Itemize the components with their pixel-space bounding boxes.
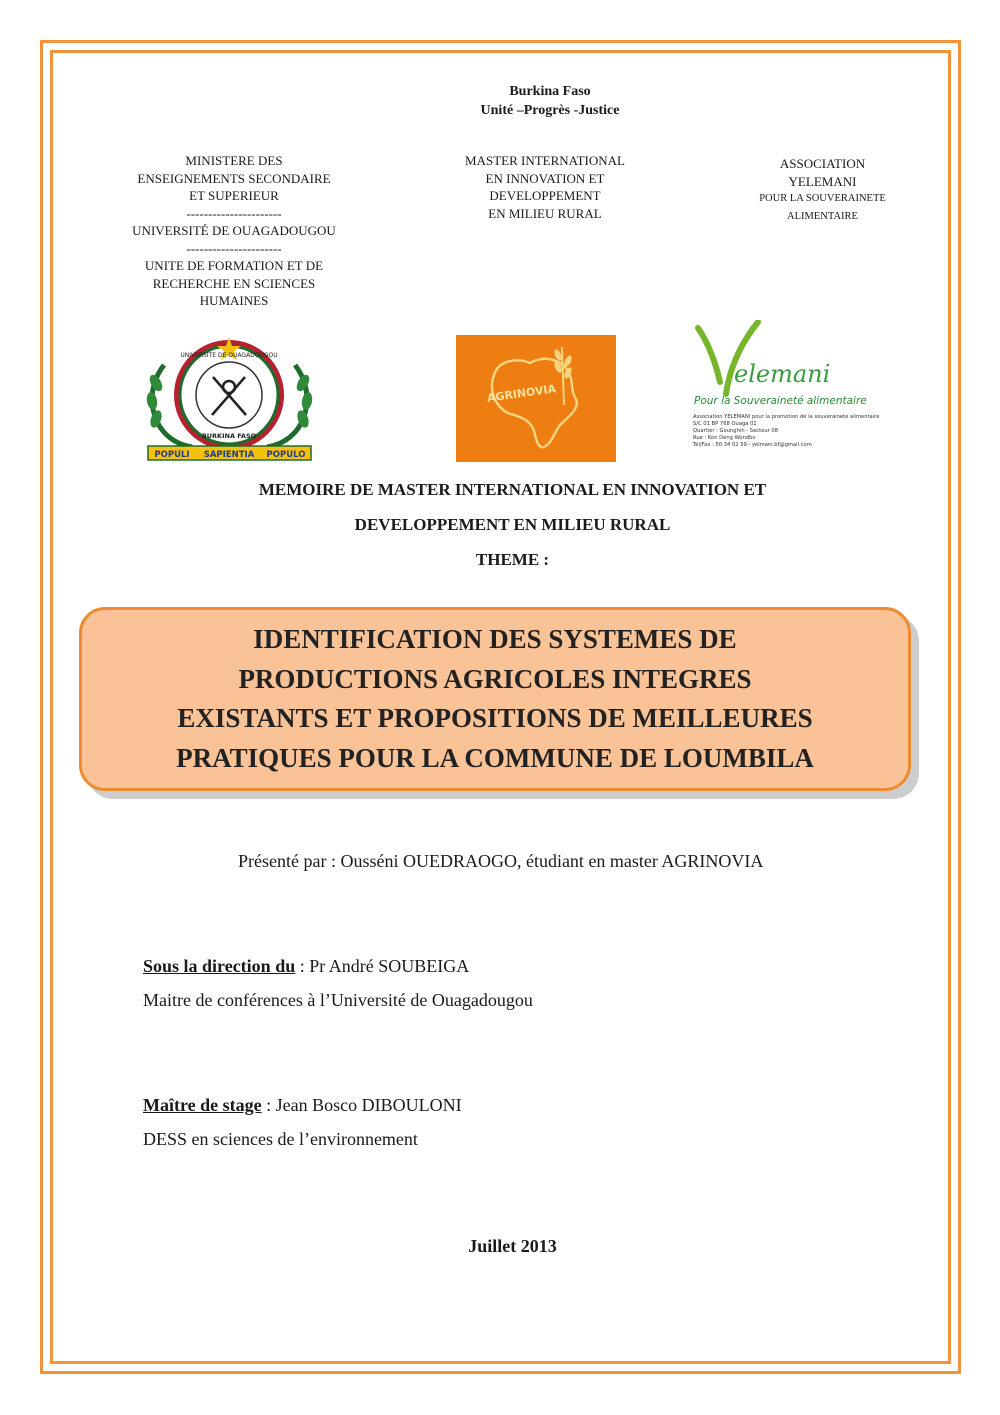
ufr-line: RECHERCHE EN SCIENCES [152,275,316,291]
separator-line: ---------------------- [186,240,282,256]
program-line: EN INNOVATION ET [485,170,605,186]
submission-date: Juillet 2013 [468,1236,557,1256]
theme-box [79,607,911,791]
association-subline: ALIMENTAIRE [787,210,858,222]
ministry-line: ET SUPERIEUR [189,188,279,203]
program-line: EN MILIEU RURAL [488,205,602,221]
theme-line: EXISTANTS ET PROPOSITIONS DE MEILLEURES [177,703,813,733]
theme-title [82,620,908,778]
memoire-heading [150,472,875,577]
ufr-line: HUMAINES [199,293,269,308]
svg-text:SAPIENTIA: SAPIENTIA [203,450,255,460]
ministry-line: MINISTERE DES [185,153,283,168]
university-seal-icon [142,335,317,465]
theme-label: THEME : [475,550,550,569]
country-header [380,82,720,120]
country-name: Burkina Faso [509,84,591,99]
memoire-line: MEMOIRE DE MASTER INTERNATIONAL EN INNOVATION ET [258,480,767,499]
agrinovia-logo-icon [456,335,616,462]
association-subline: POUR LA SOUVERAINETE [759,193,886,204]
svg-text:Rue : Kon Deng Wondbo: Rue : Kon Deng Wondbo [693,435,756,441]
internship-supervisor-name: : Jean Bosco DIBOULONI [261,1095,462,1115]
internship-supervisor-label: Maître de stage [143,1095,262,1115]
svg-text:S/C 01 BP 768 Ouaga 01: S/C 01 BP 768 Ouaga 01 [693,421,757,427]
svg-text:POPULO: POPULO [266,450,306,460]
association-line: YELEMANI [788,173,857,189]
university-name: UNIVERSITÉ DE OUAGADOUGOU [132,223,336,238]
country-motto: Unité –Progrès -Justice [480,103,620,118]
svg-text:Association YELEMANI pour la p: Association YELEMANI pour la promotion de la souveraineté alimentaire [693,414,880,420]
svg-text:Quartier : Gounghin - Secteur: Quartier : Gounghin - Secteur 08 [693,428,779,434]
program-line: DEVELOPPEMENT [489,188,601,203]
supervisor-line [143,956,469,977]
yelemani-logo-icon [690,320,925,455]
association-line: ASSOCIATION [779,156,866,171]
svg-text:POPULI: POPULI [154,450,190,460]
internship-supervisor-line [143,1095,462,1116]
ministry-line: ENSEIGNEMENTS SECONDAIRE [137,170,331,186]
memoire-line: DEVELOPPEMENT EN MILIEU RURAL [354,515,671,534]
theme-line: IDENTIFICATION DES SYSTEMES DE [253,624,737,654]
theme-line: PRODUCTIONS AGRICOLES INTEGRES [238,663,752,694]
supervisor-title: Maitre de conférences à l’Université de Ouagadougou [143,990,533,1010]
ufr-line: UNITE DE FORMATION ET DE [144,258,324,273]
supervisor-label: Sous la direction du [143,956,296,976]
svg-text:BURKINA FASO: BURKINA FASO [201,432,257,440]
internship-supervisor-title: DESS en sciences de l’environnement [143,1129,418,1149]
svg-text:elemani: elemani [734,360,831,388]
svg-text:UNIVERSITE DE OUAGADOUGOU: UNIVERSITE DE OUAGADOUGOU [180,352,278,359]
theme-line: PRATIQUES POUR LA COMMUNE DE LOUMBILA [176,742,814,773]
svg-text:Tél/Fax : 50 34 02 59 - yelman: Tél/Fax : 50 34 02 59 - yelmani.bf@gmail.com [693,442,812,448]
ministry-block [108,152,360,310]
supervisor-name: : Pr André SOUBEIGA [295,956,470,976]
association-block [720,155,925,225]
svg-text:Pour la Souveraineté alimentai: Pour la Souveraineté alimentaire [694,395,867,407]
master-program-block [435,152,655,222]
separator-line: ---------------------- [186,205,282,221]
program-line: MASTER INTERNATIONAL [465,153,625,168]
svg-text:AGRINOVIA: AGRINOVIA [486,382,557,405]
presented-by: Présenté par : Ousséni OUEDRAOGO, étudiant en master AGRINOVIA [238,851,764,871]
